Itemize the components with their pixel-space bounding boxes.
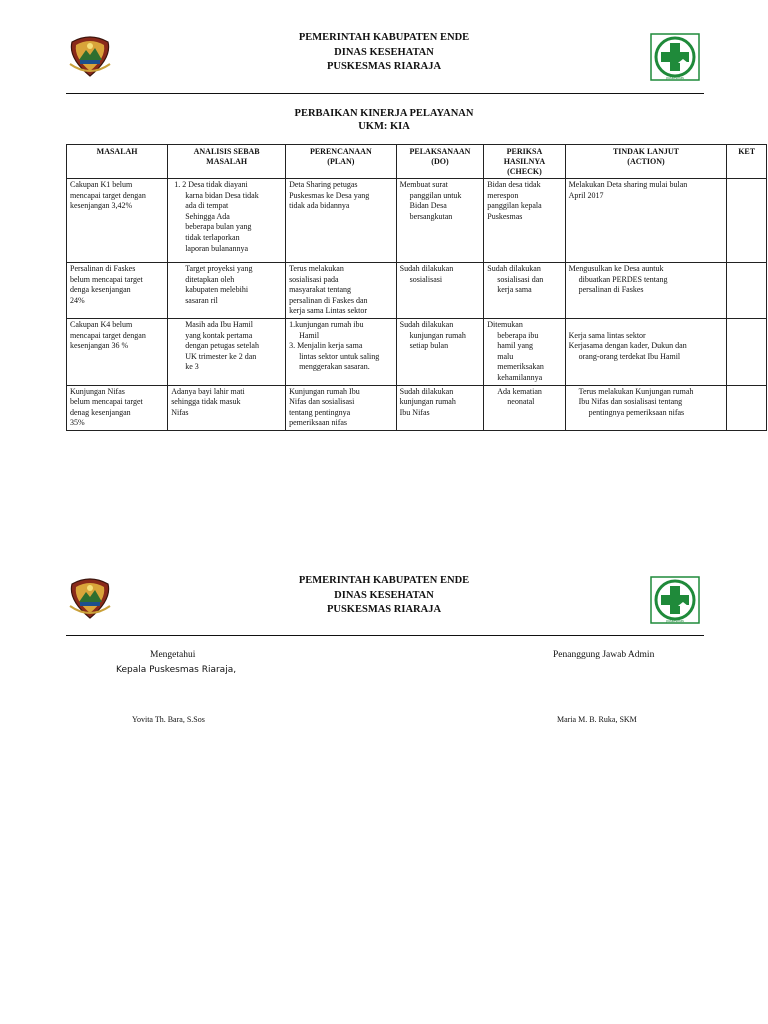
column-header-check: PERIKSA HASILNYA (CHECK) — [484, 145, 565, 179]
cell-ket — [727, 318, 767, 385]
header-line-2: DINAS KESEHATAN — [334, 589, 434, 601]
header-line-2: DINAS KESEHATAN — [334, 46, 434, 58]
green-cross-puskesmas-logo-icon — [650, 576, 700, 624]
table-row — [67, 179, 767, 263]
cell-analisis: Masih ada Ibu Hamil yang kontak pertama dengan petugas setelah UK trimester ke 2 dan ke 3 — [168, 318, 286, 385]
admin-name: Maria M. B. Ruka, SKM — [557, 715, 637, 724]
cell-action: Terus melakukan Kunjungan rumah Ibu Nifas dan sosialisasi tentang pentingnya pemeriksaan nifas — [565, 385, 727, 430]
cell-check: Bidan desa tidak merespon panggilan kepala Puskesmas — [484, 179, 565, 263]
cell-plan: Terus melakukan sosialisasi pada masyarakat tentang persalinan di Faskes dan kerja sama Lintas sektor — [286, 263, 397, 319]
document-subtitle: UKM: KIA — [358, 121, 410, 132]
cell-analisis: Target proyeksi yang ditetapkan oleh kabupaten melebihi sasaran ril — [168, 263, 286, 319]
green-cross-puskesmas-logo-icon — [650, 33, 700, 81]
column-header-action: TINDAK LANJUT (ACTION) — [565, 145, 727, 179]
document-title: PERBAIKAN KINERJA PELAYANAN — [294, 108, 474, 119]
cell-do: Sudah dilakukan sosialisasi — [396, 263, 484, 319]
cell-masalah: Cakupan K4 belum mencapai target dengan kesenjangan 36 % — [67, 318, 168, 385]
cell-do: Membuat surat panggilan untuk Bidan Desa bersangkutan — [396, 179, 484, 263]
column-header-masalah: MASALAH — [67, 145, 168, 179]
cell-action: Kerja sama lintas sektor Kerjasama dengan kader, Dukun dan orang-orang terdekat Ibu Hamil — [565, 318, 727, 385]
header-divider — [66, 635, 704, 636]
cell-masalah: Persalinan di Faskes belum mencapai target denga kesenjangan 24% — [67, 263, 168, 319]
cell-masalah: Cakupan K1 belum mencapai target dengan kesenjangan 3,42% — [67, 179, 168, 263]
approver-role: Kepala Puskesmas Riaraja, — [116, 665, 237, 675]
header-line-3: PUSKESMAS RIARAJA — [326, 604, 442, 615]
table-header-row — [67, 145, 767, 179]
cell-plan: Deta Sharing petugas Puskesmas ke Desa yang tidak ada bidannya — [286, 179, 397, 263]
table-row — [67, 263, 767, 319]
cell-ket — [727, 263, 767, 319]
header-line-3: PUSKESMAS RIARAJA — [326, 61, 442, 72]
cell-plan: 1.kunjungan rumah ibu Hamil 3. Menjalin kerja sama lintas sektor untuk saling menggerakan sasaran. — [286, 318, 397, 385]
column-header-do: PELAKSANAAN (DO) — [396, 145, 484, 179]
admin-label: Penanggung Jawab Admin — [553, 650, 655, 660]
cell-action: Mengusulkan ke Desa auntuk dibuatkan PERDES tentang persalinan di Faskes — [565, 263, 727, 319]
cell-analisis: 1. 2 Desa tidak diayani karna bidan Desa tidak ada di tempat Sehingga Ada beberapa bulan yang tidak terlaporkan laporan bulanannya — [168, 179, 286, 263]
cell-analisis: Adanya bayi lahir mati sehingga tidak masuk Nifas — [168, 385, 286, 430]
logo-caption: puskesmas — [666, 76, 684, 80]
approval-label: Mengetahui — [150, 650, 196, 660]
cell-check: Sudah dilakukan sosialisasi dan kerja sama — [484, 263, 565, 319]
cell-plan: Kunjungan rumah Ibu Nifas dan sosialisasi tentang pentingnya pemeriksaan nifas — [286, 385, 397, 430]
cell-action: Melakukan Deta sharing mulai bulan April 2017 — [565, 179, 727, 263]
cell-do: Sudah dilakukan kunjungan rumah setiap bulan — [396, 318, 484, 385]
cell-do: Sudah dilakukan kunjungan rumah Ibu Nifas — [396, 385, 484, 430]
cell-check: Ditemukan beberapa ibu hamil yang malu memeriksakan kehamilannya — [484, 318, 565, 385]
cell-ket — [727, 385, 767, 430]
cell-ket — [727, 179, 767, 263]
header-line-1: PEMERINTAH KABUPATEN ENDE — [298, 32, 470, 43]
header-line-1: PEMERINTAH KABUPATEN ENDE — [298, 575, 470, 586]
header-divider — [66, 93, 704, 94]
logo-caption: puskesmas — [666, 619, 684, 623]
column-header-ket: KET — [727, 145, 767, 179]
column-header-analisis: ANALISIS SEBAB MASALAH — [168, 145, 286, 179]
approver-name: Yovita Th. Bara, S.Sos — [132, 715, 205, 724]
cell-masalah: Kunjungan Nifas belum mencapai target denag kesenjangan 35% — [67, 385, 168, 430]
column-header-plan: PERENCANAAN (PLAN) — [286, 145, 397, 179]
performance-table — [66, 144, 767, 431]
table-row — [67, 318, 767, 385]
table-row — [67, 385, 767, 430]
cell-check: Ada kematian neonatal — [484, 385, 565, 430]
